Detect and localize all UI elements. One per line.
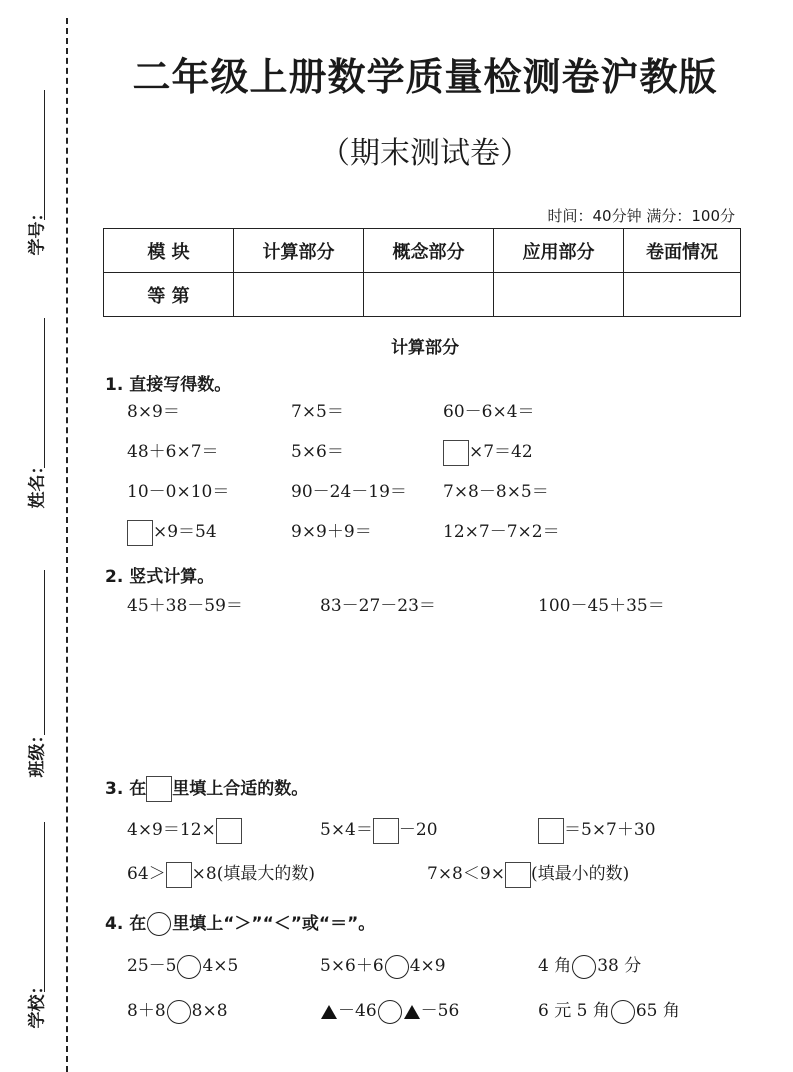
class-line: [44, 570, 45, 735]
q4-item-text: 5×6＋6: [320, 956, 384, 976]
score-table-header-row: [104, 229, 741, 273]
score-header-cell: 计算部分: [234, 229, 364, 273]
section-title: 计算部分: [391, 338, 459, 358]
grade-cell[interactable]: [494, 273, 624, 317]
answer-box[interactable]: [166, 862, 192, 888]
q4-item-text: 8＋8: [127, 1001, 166, 1021]
q4-item-text: 4 角: [538, 956, 572, 976]
question-3-title: [105, 774, 308, 802]
title-box-icon: [146, 776, 172, 802]
question-4-title: [105, 909, 375, 936]
score-table: [103, 228, 741, 317]
q3-item-text: ＝5×7＋30: [564, 820, 656, 840]
q4-item-text: 8×8: [191, 1001, 228, 1021]
answer-circle[interactable]: [611, 1000, 635, 1024]
q3-item-text: 64＞: [127, 864, 166, 884]
question-1-title: 1. 直接写得数。: [105, 375, 232, 395]
score-header-cell: 卷面情况: [624, 229, 741, 273]
answer-circle[interactable]: [167, 1000, 191, 1024]
q3-item-text: (填最小的数): [530, 864, 630, 884]
q4-item-text: －56: [420, 1001, 460, 1021]
class-label: 班级：: [27, 726, 48, 778]
q1-item: 10－0×10＝: [127, 482, 230, 502]
triangle-icon: [320, 1004, 338, 1020]
q1-item: [443, 439, 533, 466]
score-table-grade-row: [104, 273, 741, 317]
page-subtitle: （期末测试卷）: [320, 136, 530, 171]
q4-item-text: 25－5: [127, 956, 177, 976]
q1-item: 48＋6×7＝: [127, 442, 219, 462]
q4-item: [127, 953, 238, 979]
q1-item-text: ×7＝42: [469, 442, 533, 462]
student-id-line: [44, 90, 45, 220]
grade-cell[interactable]: [364, 273, 494, 317]
page-title: 二年级上册数学质量检测卷沪教版: [132, 55, 718, 99]
grade-row-label: 等 第: [104, 273, 234, 317]
q1-item: 7×8－8×5＝: [443, 482, 549, 502]
grade-cell[interactable]: [624, 273, 741, 317]
q4-item: [538, 953, 641, 979]
q1-item: 12×7－7×2＝: [443, 522, 560, 542]
q1-item: 7×5＝: [291, 402, 344, 422]
answer-circle[interactable]: [572, 955, 596, 979]
q1-item: 60－6×4＝: [443, 402, 535, 422]
title-circle-icon: [147, 912, 171, 936]
q2-item: 83－27－23＝: [320, 596, 436, 616]
q4-item-text: －46: [338, 1001, 377, 1021]
q3-item: [127, 861, 315, 888]
q4-item-text: 6 元 5 角: [538, 1001, 610, 1021]
score-header-cell: 模 块: [104, 229, 234, 273]
q2-item: 100－45＋35＝: [538, 596, 665, 616]
q1-item-text: ×9＝54: [153, 522, 217, 542]
q1-item: 5×6＝: [291, 442, 344, 462]
q1-item: 8×9＝: [127, 402, 180, 422]
q4-item-text: 4×5: [202, 956, 239, 976]
q1-item: [127, 519, 217, 546]
q3-item-text: ×8(填最大的数): [191, 864, 315, 884]
q4-item: [538, 998, 680, 1024]
q3-title-post: 里填上合适的数。: [172, 779, 309, 799]
q4-title-pre: 4. 在: [105, 914, 147, 934]
answer-box[interactable]: [373, 818, 399, 844]
q1-item: 9×9＋9＝: [291, 522, 372, 542]
q4-item: [127, 998, 228, 1024]
q4-item-text: 4×9: [409, 956, 446, 976]
name-line: [44, 318, 45, 468]
answer-box[interactable]: [216, 818, 242, 844]
cut-line: [66, 18, 68, 1072]
score-header-cell: 概念部分: [364, 229, 494, 273]
answer-box[interactable]: [127, 520, 153, 546]
grade-cell[interactable]: [234, 273, 364, 317]
answer-circle[interactable]: [385, 955, 409, 979]
school-label: 学校：: [27, 977, 48, 1029]
time-info: 时间：40分钟 满分：100分: [547, 207, 735, 225]
question-2-title: 2. 竖式计算。: [105, 567, 215, 587]
q4-item: [320, 998, 459, 1024]
q3-item-text: －20: [398, 820, 438, 840]
school-line: [44, 822, 45, 992]
student-id-label: 学号：: [27, 204, 48, 256]
q4-item: [320, 953, 446, 979]
q3-item: [427, 861, 629, 888]
name-label: 姓名：: [27, 457, 48, 509]
q1-item: 90－24－19＝: [291, 482, 407, 502]
answer-box[interactable]: [505, 862, 531, 888]
q3-item: [538, 817, 656, 844]
score-header-cell: 应用部分: [494, 229, 624, 273]
q3-item-text: 7×8＜9×: [427, 864, 505, 884]
answer-circle[interactable]: [177, 955, 201, 979]
answer-box[interactable]: [538, 818, 564, 844]
triangle-icon: [403, 1004, 421, 1020]
q3-item-text: 5×4＝: [320, 820, 373, 840]
q3-item: [127, 817, 242, 844]
q4-item-text: 38 分: [597, 956, 642, 976]
q2-item: 45＋38－59＝: [127, 596, 243, 616]
q3-title-pre: 3. 在: [105, 779, 147, 799]
q3-item-text: 4×9＝12×: [127, 820, 216, 840]
answer-circle[interactable]: [378, 1000, 402, 1024]
q4-item-text: 65 角: [635, 1001, 680, 1021]
answer-box[interactable]: [443, 440, 469, 466]
q3-item: [320, 817, 438, 844]
q4-title-post: 里填上“＞”“＜”或“＝”。: [172, 914, 376, 934]
